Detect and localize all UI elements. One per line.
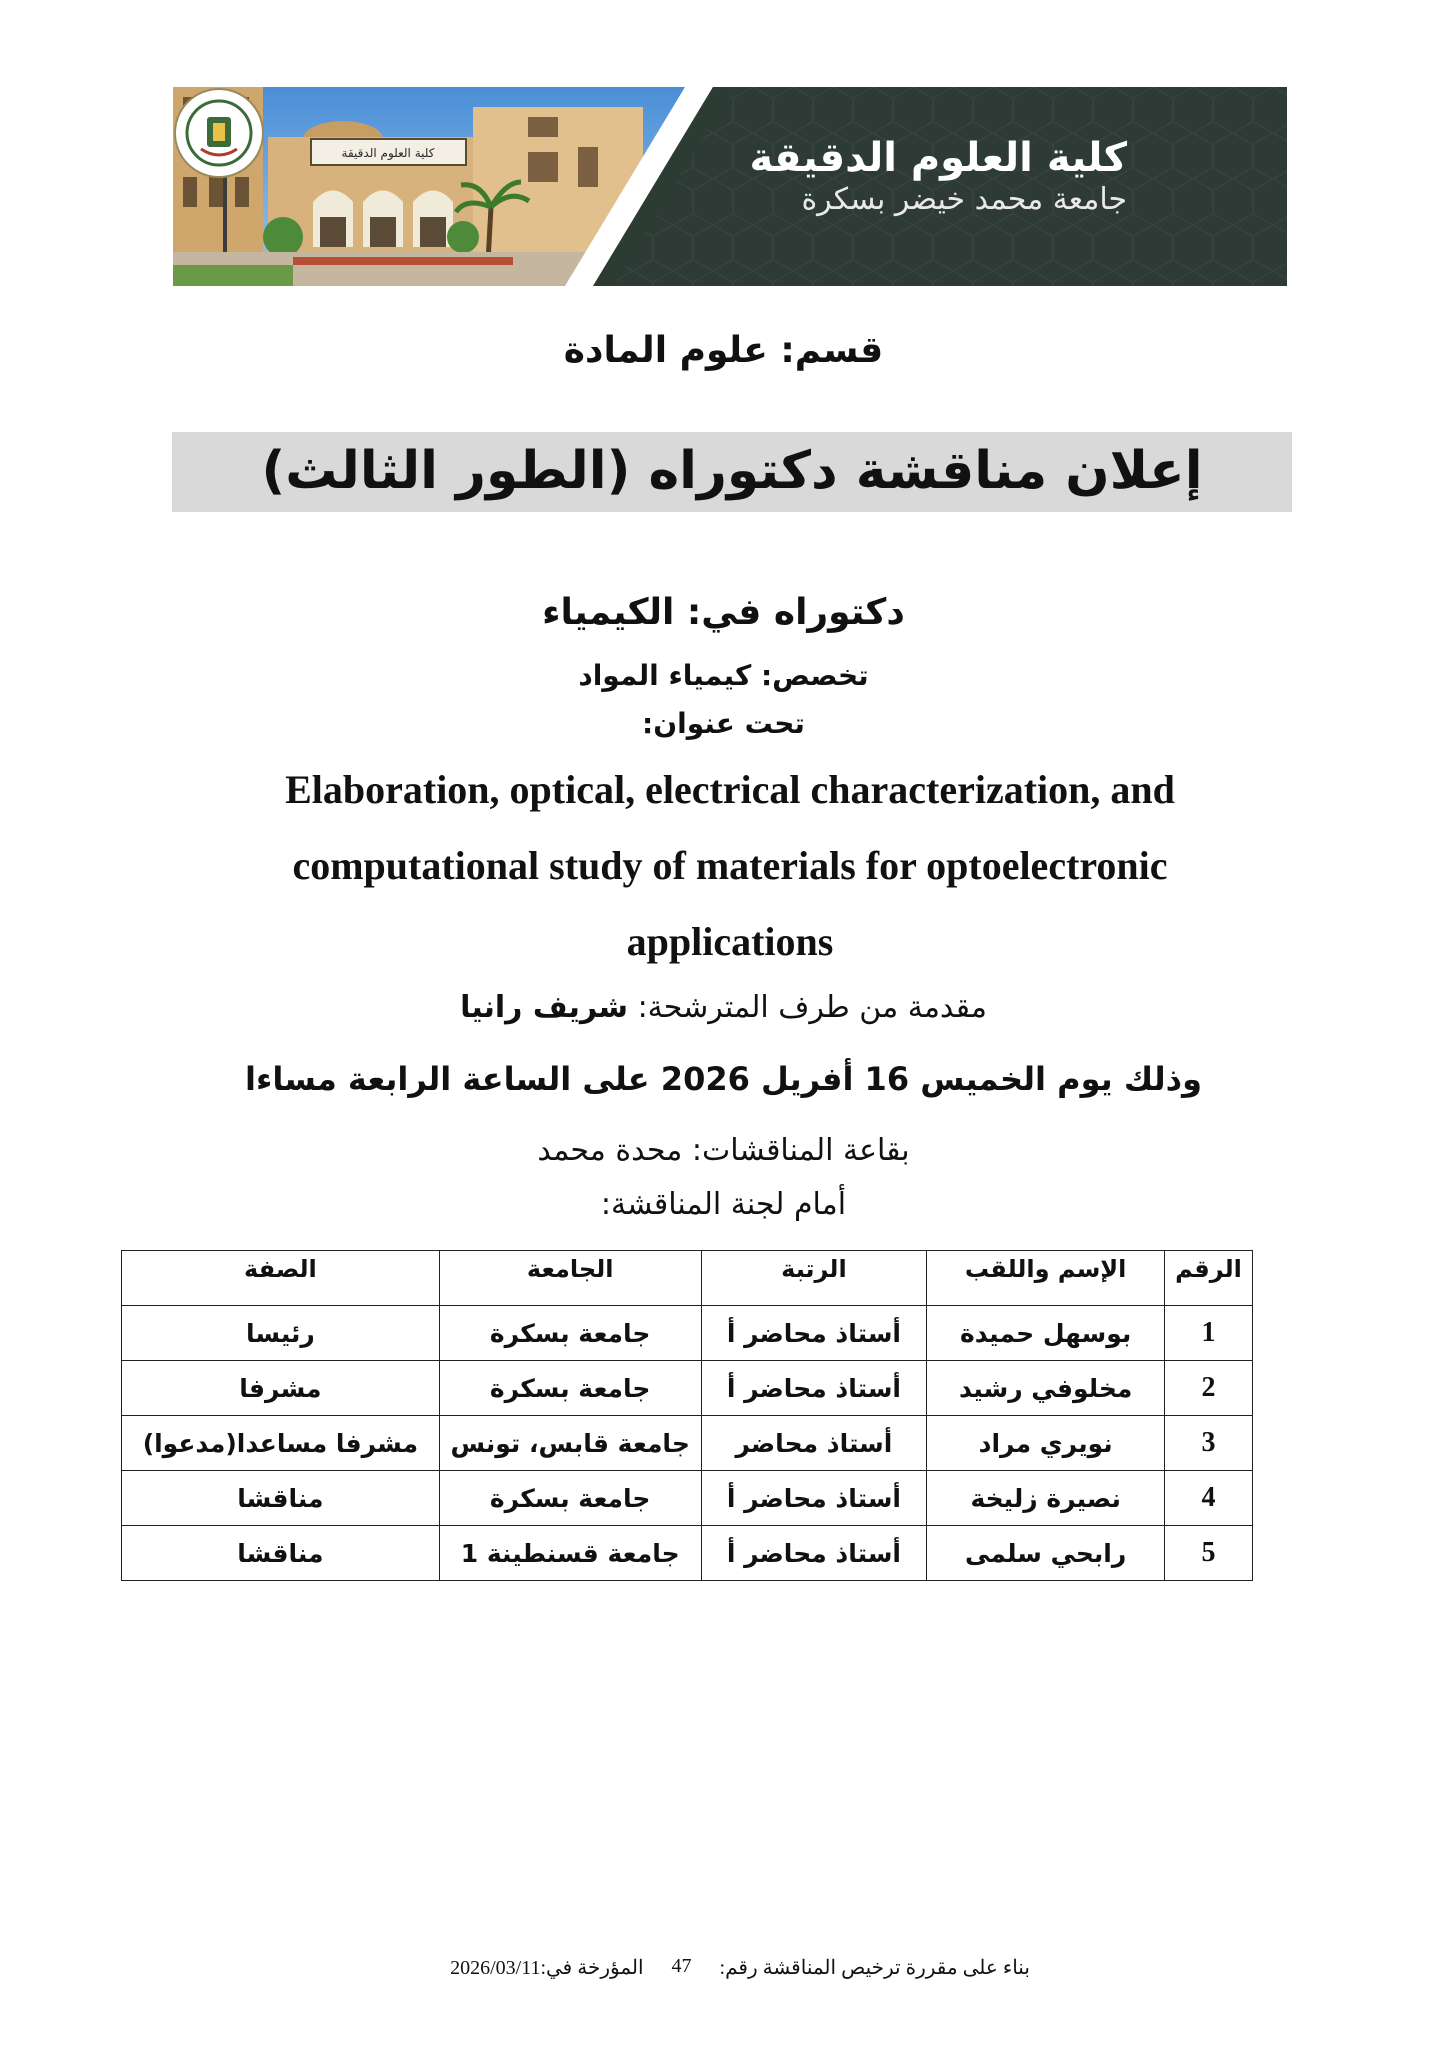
department-heading: قسم: علوم المادة xyxy=(563,330,884,371)
banner-title-block xyxy=(750,135,1127,219)
under-title-label: تحت عنوان: xyxy=(642,707,805,740)
cell-university: جامعة بسكرة xyxy=(439,1471,701,1526)
cell-name: مخلوفي رشيد xyxy=(927,1361,1165,1416)
table-row xyxy=(122,1361,1253,1416)
header-name: الإسم واللقب xyxy=(927,1251,1165,1306)
cell-name: رابحي سلمى xyxy=(927,1526,1165,1581)
doctorate-field: دكتوراه في: الكيمياء xyxy=(542,592,905,633)
specialty: تخصص: كيمياء المواد xyxy=(578,659,869,692)
footer-authorization xyxy=(400,1955,1080,1980)
cell-name: بوسهل حميدة xyxy=(927,1306,1165,1361)
footer-decision-label: بناء على مقررة ترخيص المناقشة رقم: xyxy=(719,1957,1030,1979)
header-university: الجامعة xyxy=(439,1251,701,1306)
cell-number: 1 xyxy=(1165,1306,1253,1361)
cell-number: 4 xyxy=(1165,1471,1253,1526)
cell-role: مناقشا xyxy=(122,1471,440,1526)
cell-number: 2 xyxy=(1165,1361,1253,1416)
defense-hall: بقاعة المناقشات: محدة محمد xyxy=(537,1133,910,1168)
footer-dated-value: 2026/03/11 xyxy=(450,1957,541,1979)
cell-name: نويري مراد xyxy=(927,1416,1165,1471)
table-header-row xyxy=(122,1251,1253,1306)
cell-role: مشرفا xyxy=(122,1361,440,1416)
header-banner xyxy=(173,87,1287,286)
cell-university: جامعة بسكرة xyxy=(439,1306,701,1361)
university-name: جامعة محمد خيضر بسكرة xyxy=(801,182,1127,217)
cell-role: مشرفا مساعدا(مدعوا) xyxy=(122,1416,440,1471)
announcement-title: إعلان مناقشة دكتوراه (الطور الثالث) xyxy=(261,441,1203,501)
committee-title: أمام لجنة المناقشة: xyxy=(600,1187,847,1222)
building-sign: كلية العلوم الدقيقة xyxy=(341,146,435,160)
thesis-title: Elaboration, optical, electrical characterization, and computational study of materials for optoelectronic applications xyxy=(285,767,1175,964)
header-role: الصفة xyxy=(122,1251,440,1306)
footer-dated xyxy=(450,1955,643,1980)
cell-university: جامعة بسكرة xyxy=(439,1361,701,1416)
header-number: الرقم xyxy=(1165,1251,1253,1306)
college-name: كلية العلوم الدقيقة xyxy=(749,135,1127,181)
cell-number: 5 xyxy=(1165,1526,1253,1581)
table-row xyxy=(122,1471,1253,1526)
university-logo-icon xyxy=(173,87,265,179)
cell-name: نصيرة زليخة xyxy=(927,1471,1165,1526)
cell-role: مناقشا xyxy=(122,1526,440,1581)
cell-rank: أستاذ محاضر أ xyxy=(701,1471,927,1526)
candidate-label: مقدمة من طرف المترشحة: xyxy=(637,990,987,1025)
cell-rank: أستاذ محاضر xyxy=(701,1416,927,1471)
cell-university: جامعة قابس، تونس xyxy=(439,1416,701,1471)
header-rank: الرتبة xyxy=(701,1251,927,1306)
cell-role: رئيسا xyxy=(122,1306,440,1361)
footer-dated-label: المؤرخة في: xyxy=(540,1957,644,1979)
table-row xyxy=(122,1416,1253,1471)
table-row xyxy=(122,1306,1253,1361)
cell-rank: أستاذ محاضر أ xyxy=(701,1526,927,1581)
cell-number: 3 xyxy=(1165,1416,1253,1471)
committee-table xyxy=(121,1250,1253,1581)
defense-date: وذلك يوم الخميس 16 أفريل 2026 على الساعة الرابعة مساءا xyxy=(245,1060,1202,1098)
table-row xyxy=(122,1526,1253,1581)
candidate-line xyxy=(0,990,1447,1025)
footer-decision-number: 47 xyxy=(671,1955,692,1977)
cell-rank: أستاذ محاضر أ xyxy=(701,1306,927,1361)
candidate-name: شريف رانيا xyxy=(460,990,629,1025)
cell-university: جامعة قسنطينة 1 xyxy=(439,1526,701,1581)
cell-rank: أستاذ محاضر أ xyxy=(701,1361,927,1416)
